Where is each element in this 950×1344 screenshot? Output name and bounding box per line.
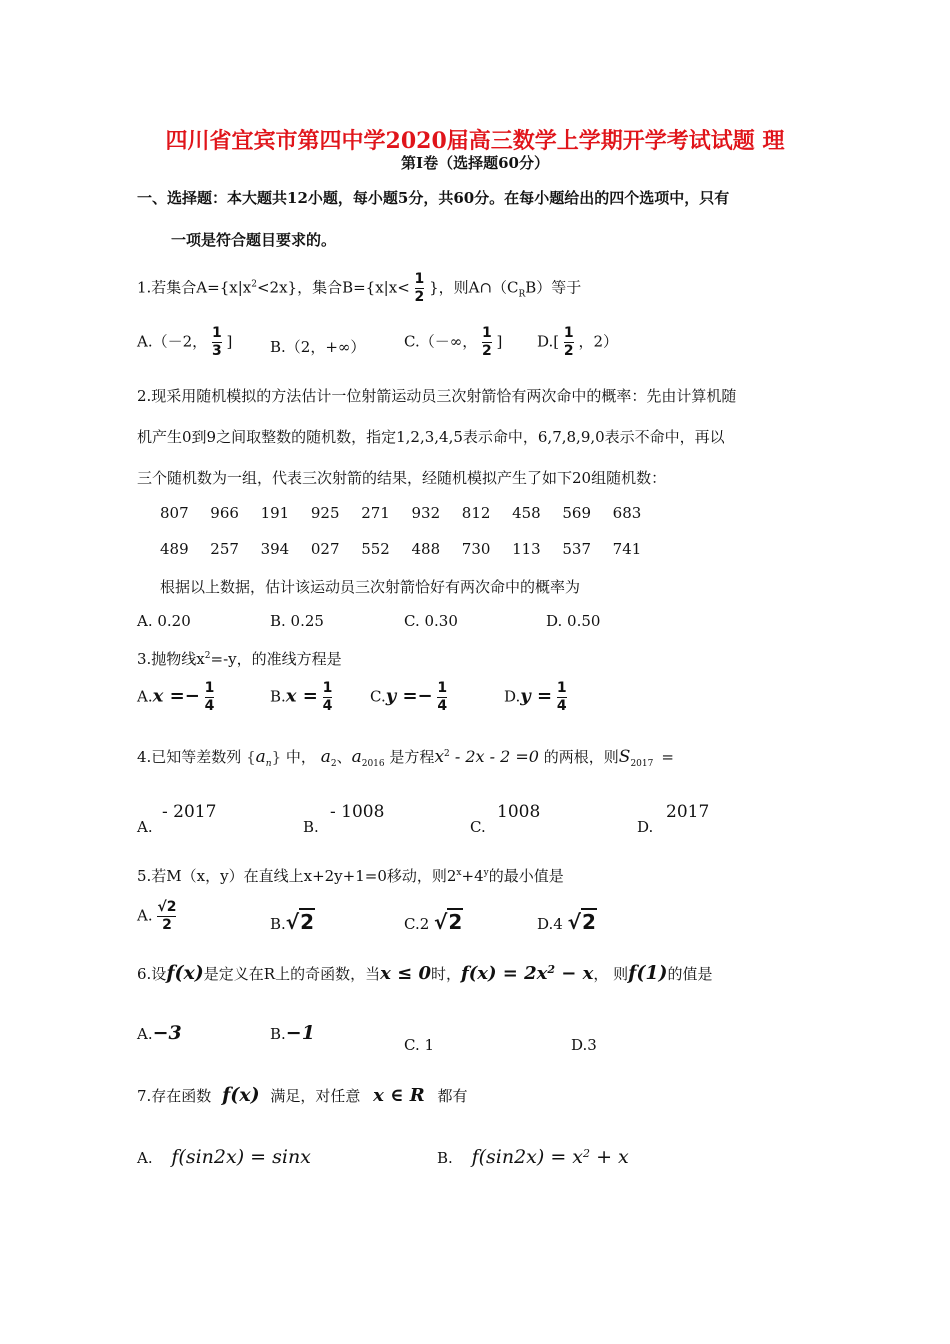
- question-2-line4: 根据以上数据，估计该运动员三次射箭恰好有两次命中的概率为: [160, 578, 581, 596]
- random-numbers-row-1: 807 966 191 925 271 932 812 458 569 683: [160, 504, 642, 522]
- q7-option-b: B. $f(\sin 2x) = x^2 + x$: [437, 1146, 629, 1168]
- fraction: $\frac{1}{2}$: [414, 271, 425, 305]
- q1-option-a: A.（－2， $\frac{1}{3}$ ]: [137, 325, 233, 359]
- question-5: 5.若M（x，y）在直线上x+2y+1=0移动，则$2^x+4^y$的最小值是: [137, 867, 564, 885]
- q4-option-d-value: 2017: [666, 802, 710, 822]
- q4-option-c-label: C.: [470, 818, 486, 836]
- q2-option-a: A. 0.20: [137, 612, 191, 630]
- q3-option-c: C.y =− $\frac{1}{4}$: [370, 680, 448, 714]
- q4-option-c-value: 1008: [497, 802, 541, 822]
- q5-option-a: A. $\frac{√2}{2}$: [137, 899, 177, 933]
- q2-option-c: C. 0.30: [404, 612, 458, 630]
- q6-option-b: B.−1: [270, 1022, 315, 1044]
- q7-option-a: A. f(sin2x) = sinx: [137, 1146, 311, 1168]
- question-7: 7.存在函数 f(x) 满足，对任意 x ∈ R 都有: [137, 1084, 468, 1106]
- q2-option-d: D. 0.50: [546, 612, 601, 630]
- question-1: 1.若集合$A=\{x|x^2<2x\}$，集合B={x|x< $\frac{1}{2}$ }，则$A\cap(C_RB)$等于: [137, 271, 582, 305]
- q3-option-b: B.x = $\frac{1}{4}$: [270, 680, 333, 714]
- q6-option-c: C. 1: [404, 1036, 435, 1054]
- question-4: 4.已知等差数列 $\{a_n\}$ 中， $a_2$、$a_{2016}$ 是方程$x^2 - 2x - 2 =0$ 的两根，则$S_{2017}$ =: [137, 747, 674, 769]
- q4-option-b-value: - 1008: [330, 802, 385, 822]
- question-2-line3: 三个随机数为一组，代表三次射箭的结果，经随机模拟产生了如下20组随机数：: [137, 469, 667, 487]
- q4-option-d-label: D.: [637, 818, 654, 836]
- question-3: 3.抛物线$x^2=-y$，的准线方程是: [137, 650, 342, 668]
- page-subtitle: 第Ⅰ卷（选择题60分）: [401, 154, 549, 172]
- page-title: 四川省宜宾市第四中学2020届高三数学上学期开学考试试题 理: [165, 128, 785, 154]
- q4-option-b-label: B.: [303, 818, 319, 836]
- question-2-line1: 2.现采用随机模拟的方法估计一位射箭运动员三次射箭恰有两次命中的概率：先由计算机随: [137, 387, 737, 405]
- section-heading-cont: 一项是符合题目要求的。: [171, 231, 337, 249]
- question-6: 6.设f(x)是定义在R上的奇函数，当x ≤ 0时，$f(x) = 2x^2 - x$， 则f(1)的值是: [137, 962, 713, 984]
- q3-option-d: D.y = $\frac{1}{4}$: [504, 680, 567, 714]
- q5-option-b: B.√2: [270, 910, 315, 934]
- section-heading: 一、选择题：本大题共12小题，每小题5分，共60分。在每小题给出的四个选项中，只有: [137, 189, 730, 207]
- q5-option-c: C.2 √2: [404, 910, 463, 934]
- q6-option-d: D.3: [571, 1036, 597, 1054]
- q3-option-a: A.x =− $\frac{1}{4}$: [137, 680, 215, 714]
- q1-option-b: B.（2，+∞）: [270, 338, 366, 356]
- q1-option-c: C.（－∞， $\frac{1}{2}$ ]: [404, 325, 503, 359]
- q4-option-a-label: A.: [137, 818, 153, 836]
- q1-option-d: D.[ $\frac{1}{2}$ ，2）: [537, 325, 618, 359]
- q2-option-b: B. 0.25: [270, 612, 324, 630]
- question-2-line2: 机产生0到9之间取整数的随机数，指定1,2,3,4,5表示命中，6,7,8,9,0表示不命中，再以: [137, 428, 725, 446]
- q4-option-a-value: - 2017: [162, 802, 217, 822]
- q6-option-a: A.−3: [137, 1022, 182, 1044]
- random-numbers-row-2: 489 257 394 027 552 488 730 113 537 741: [160, 540, 642, 558]
- q5-option-d: D.4 √2: [537, 910, 596, 934]
